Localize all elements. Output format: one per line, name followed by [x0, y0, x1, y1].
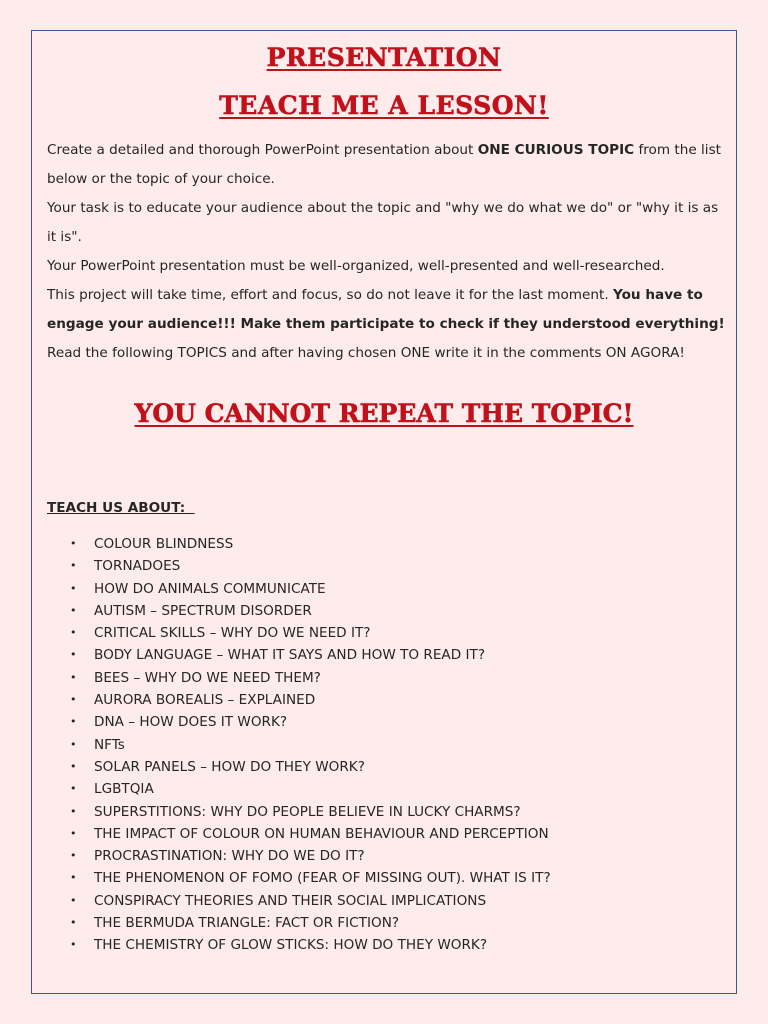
teach-us-heading: TEACH US ABOUT: — [47, 500, 195, 516]
bullet-icon: • — [70, 759, 77, 773]
bullet-icon: • — [70, 916, 77, 930]
bullet-icon: • — [70, 626, 77, 640]
bullet-icon: • — [70, 804, 77, 818]
topic-label: DNA – HOW DOES IT WORK? — [94, 714, 288, 731]
bullet-icon: • — [70, 826, 77, 840]
topic-label: CONSPIRACY THEORIES AND THEIR SOCIAL IMPLICATIONS — [94, 892, 487, 909]
bullet-icon: • — [70, 559, 77, 573]
intro-p1-text: Create a detailed and thorough PowerPoint presentation about — [47, 142, 478, 158]
topic-label: TORNADOES — [94, 558, 181, 575]
bullet-icon: • — [70, 581, 77, 595]
bullet-icon: • — [70, 871, 77, 885]
title-teach-me-a-lesson: TEACH ME A LESSON! — [219, 91, 549, 120]
bullet-icon: • — [70, 648, 77, 662]
warning-heading: YOU CANNOT REPEAT THE TOPIC! — [134, 399, 634, 428]
intro-p4-text: This project will take time, effort and focus, so do not leave it for the last moment. — [47, 287, 613, 303]
topic-label: AURORA BOREALIS – EXPLAINED — [94, 692, 316, 709]
bullet-icon: • — [70, 782, 77, 796]
topic-label: THE IMPACT OF COLOUR ON HUMAN BEHAVIOUR AND PERCEPTION — [94, 825, 549, 842]
topic-label: CRITICAL SKILLS – WHY DO WE NEED IT? — [94, 625, 371, 642]
intro-paragraph-5: Read the following TOPICS and after having chosen ONE write it in the comments ON AGORA! — [47, 345, 685, 361]
bullet-icon: • — [70, 715, 77, 729]
topic-label: THE PHENOMENON OF FOMO (FEAR OF MISSING OUT). WHAT IS IT? — [94, 870, 551, 887]
topic-label: BODY LANGUAGE – WHAT IT SAYS AND HOW TO READ IT? — [94, 647, 486, 664]
intro-paragraph-1 — [47, 136, 727, 194]
bullet-icon: • — [70, 737, 77, 751]
intro-paragraph-3: Your PowerPoint presentation must be well-organized, well-presented and well-researched. — [47, 258, 665, 274]
topic-label: SOLAR PANELS – HOW DO THEY WORK? — [94, 758, 365, 775]
topic-label: PROCRASTINATION: WHY DO WE DO IT? — [94, 848, 365, 865]
topic-label: BEES – WHY DO WE NEED THEM? — [94, 669, 321, 686]
bullet-icon: • — [70, 537, 77, 550]
intro-p1-bold: ONE CURIOUS TOPIC — [477, 142, 635, 158]
intro-text — [47, 136, 727, 368]
intro-p1-text-end: from the list below or the topic of your choice. — [47, 142, 721, 187]
topic-label: LGBTQIA — [94, 781, 154, 798]
intro-paragraph-2: Your task is to educate your audience about the topic and "why we do what we do" or "why it is as it is". — [47, 200, 719, 245]
intro-p4-bold: You have to engage your audience!!! Make them participate to check if they understood everything! — [47, 287, 725, 332]
topic-label: HOW DO ANIMALS COMMUNICATE — [94, 580, 326, 597]
bullet-icon: • — [70, 670, 77, 684]
bullet-icon: • — [70, 603, 77, 617]
topic-label: THE CHEMISTRY OF GLOW STICKS: HOW DO THEY WORK? — [94, 937, 488, 954]
intro-paragraph-4 — [47, 281, 727, 339]
bullet-icon: • — [70, 849, 77, 863]
topic-label: AUTISM – SPECTRUM DISORDER — [94, 602, 312, 619]
title-presentation: PRESENTATION — [266, 43, 502, 72]
bullet-icon: • — [70, 893, 77, 907]
topic-label: NFTs — [94, 736, 125, 753]
bullet-icon: • — [70, 938, 77, 952]
topic-label: COLOUR BLINDNESS — [94, 536, 234, 552]
topic-label: SUPERSTITIONS: WHY DO PEOPLE BELIEVE IN LUCKY CHARMS? — [94, 803, 521, 820]
topic-label: THE BERMUDA TRIANGLE: FACT OR FICTION? — [94, 915, 400, 932]
bullet-icon: • — [70, 693, 77, 707]
